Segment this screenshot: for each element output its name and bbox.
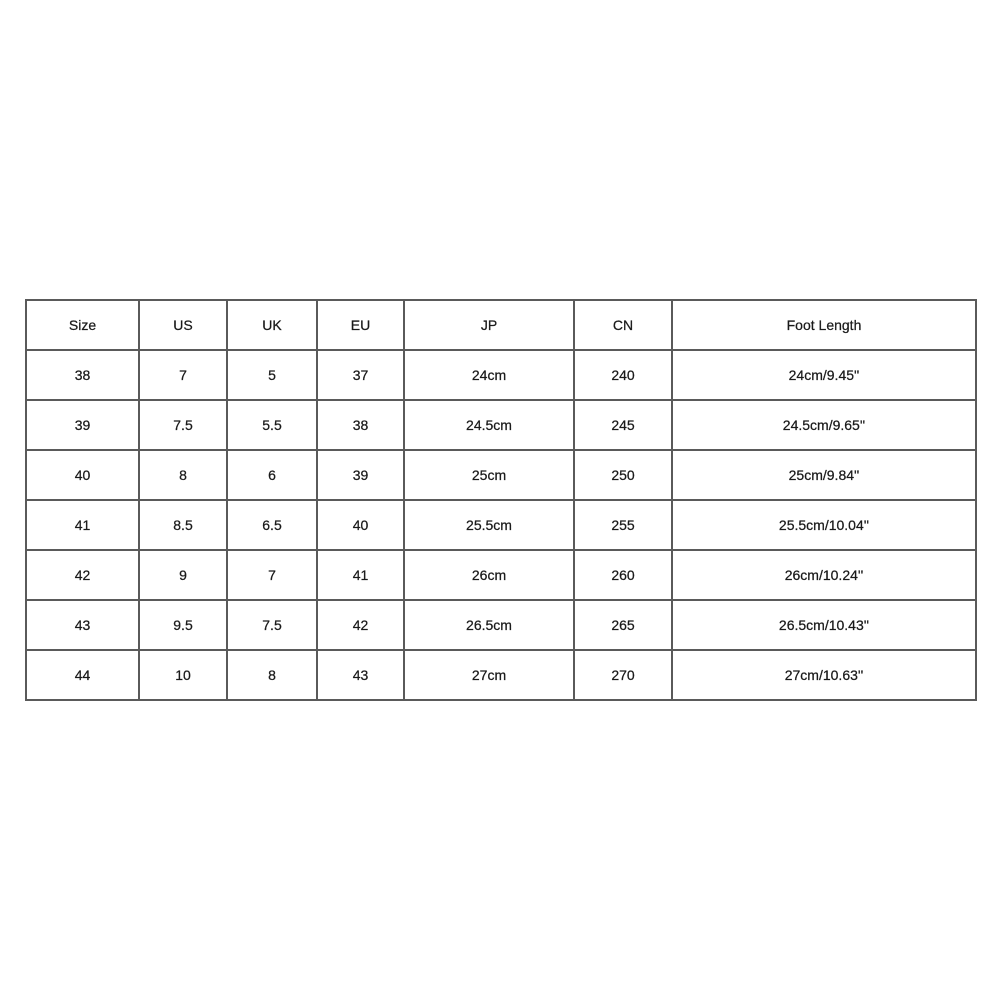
table-cell: 38 [26,350,139,400]
table-cell: 25cm/9.84'' [672,450,976,500]
table-cell: 265 [574,600,672,650]
header-cell-foot-length: Foot Length [672,300,976,350]
table-cell: 270 [574,650,672,700]
table-cell: 245 [574,400,672,450]
table-row [26,400,976,450]
table-cell: 8 [227,650,317,700]
header-row [26,300,976,350]
table-cell: 39 [26,400,139,450]
table-cell: 40 [317,500,404,550]
table-cell: 38 [317,400,404,450]
header-cell-size: Size [26,300,139,350]
header-cell-eu: EU [317,300,404,350]
table-cell: 44 [26,650,139,700]
table-cell: 27cm [404,650,574,700]
table-row [26,350,976,400]
table-cell: 42 [317,600,404,650]
table-cell: 6 [227,450,317,500]
table-cell: 43 [26,600,139,650]
table-row [26,650,976,700]
table-row [26,500,976,550]
size-chart-table [25,299,977,701]
table-cell: 37 [317,350,404,400]
table-cell: 7.5 [139,400,227,450]
table-cell: 24.5cm/9.65'' [672,400,976,450]
table-cell: 24.5cm [404,400,574,450]
table-cell: 260 [574,550,672,600]
table-cell: 26.5cm/10.43'' [672,600,976,650]
table-cell: 6.5 [227,500,317,550]
table-cell: 40 [26,450,139,500]
table-cell: 25.5cm [404,500,574,550]
table-cell: 27cm/10.63'' [672,650,976,700]
table-cell: 43 [317,650,404,700]
table-cell: 41 [26,500,139,550]
header-cell-jp: JP [404,300,574,350]
table-cell: 7.5 [227,600,317,650]
table-row [26,600,976,650]
table-cell: 26.5cm [404,600,574,650]
table-row [26,450,976,500]
table-cell: 5.5 [227,400,317,450]
table-cell: 25.5cm/10.04'' [672,500,976,550]
table-cell: 26cm/10.24'' [672,550,976,600]
table-cell: 10 [139,650,227,700]
table-cell: 7 [227,550,317,600]
table-cell: 5 [227,350,317,400]
table-cell: 8.5 [139,500,227,550]
header-cell-uk: UK [227,300,317,350]
table-cell: 255 [574,500,672,550]
table-cell: 240 [574,350,672,400]
table-cell: 9 [139,550,227,600]
table-cell: 24cm [404,350,574,400]
table-cell: 9.5 [139,600,227,650]
table-cell: 24cm/9.45'' [672,350,976,400]
table-cell: 25cm [404,450,574,500]
table-cell: 39 [317,450,404,500]
header-cell-cn: CN [574,300,672,350]
table-cell: 41 [317,550,404,600]
table-cell: 8 [139,450,227,500]
table-cell: 7 [139,350,227,400]
table-cell: 42 [26,550,139,600]
table-cell: 26cm [404,550,574,600]
header-cell-us: US [139,300,227,350]
table-row [26,550,976,600]
table-cell: 250 [574,450,672,500]
